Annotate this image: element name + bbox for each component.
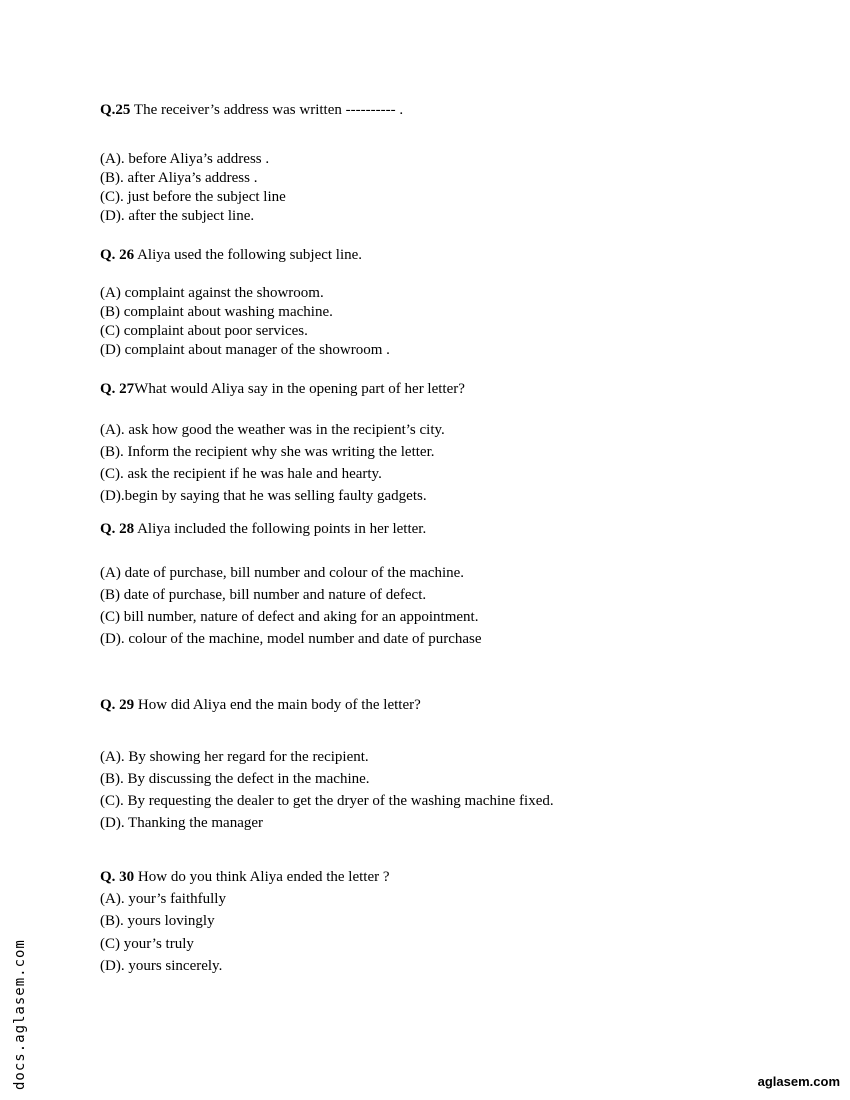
question-26 xyxy=(100,246,362,264)
side-watermark: docs.aglasem.com xyxy=(12,939,28,1090)
option-25-c: (C). just before the subject line xyxy=(100,189,286,205)
option-27-a: (A). ask how good the weather was in the recipient’s city. xyxy=(100,422,445,438)
option-28-a: (A) date of purchase, bill number and colour of the machine. xyxy=(100,565,465,581)
question-27 xyxy=(100,380,465,398)
option-26-d: (D) complaint about manager of the showroom . xyxy=(100,342,390,358)
option-29-c: (C). By requesting the dealer to get the dryer of the washing machine fixed. xyxy=(100,793,554,809)
option-27-b: (B). Inform the recipient why she was writing the letter. xyxy=(100,444,435,460)
question-text: What would Aliya say in the opening part of her letter? xyxy=(134,381,465,397)
option-30-d: (D). yours sincerely. xyxy=(100,958,223,974)
question-text: How did Aliya end the main body of the letter? xyxy=(134,697,421,713)
option-25-d: (D). after the subject line. xyxy=(100,208,255,224)
question-29 xyxy=(100,696,421,714)
option-30-b: (B). yours lovingly xyxy=(100,913,215,929)
option-30-c: (C) your’s truly xyxy=(100,936,194,952)
question-text: Aliya included the following points in her letter. xyxy=(134,521,427,537)
question-number: Q. 27 xyxy=(100,381,135,397)
option-26-b: (B) complaint about washing machine. xyxy=(100,304,333,320)
question-number: Q. 29 xyxy=(100,697,135,713)
option-28-c: (C) bill number, nature of defect and aking for an appointment. xyxy=(100,609,479,625)
question-30 xyxy=(100,868,390,886)
footer-brand: aglasem.com xyxy=(757,1074,840,1089)
option-27-d: (D).begin by saying that he was selling faulty gadgets. xyxy=(100,488,427,504)
question-number: Q. 26 xyxy=(100,247,135,263)
question-28 xyxy=(100,520,426,538)
question-text: The receiver’s address was written ---------- . xyxy=(130,102,404,118)
option-30-a: (A). your’s faithfully xyxy=(100,891,226,907)
question-text: How do you think Aliya ended the letter ? xyxy=(134,869,390,885)
option-26-c: (C) complaint about poor services. xyxy=(100,323,308,339)
question-25 xyxy=(100,101,403,119)
question-text: Aliya used the following subject line. xyxy=(134,247,363,263)
option-28-b: (B) date of purchase, bill number and nature of defect. xyxy=(100,587,427,603)
option-25-b: (B). after Aliya’s address . xyxy=(100,170,258,186)
question-number: Q. 30 xyxy=(100,869,135,885)
option-27-c: (C). ask the recipient if he was hale and hearty. xyxy=(100,466,382,482)
option-25-a: (A). before Aliya’s address . xyxy=(100,151,270,167)
question-number: Q. 28 xyxy=(100,521,135,537)
option-29-d: (D). Thanking the manager xyxy=(100,815,264,831)
question-number: Q.25 xyxy=(100,102,131,118)
option-29-b: (B). By discussing the defect in the machine. xyxy=(100,771,370,787)
option-26-a: (A) complaint against the showroom. xyxy=(100,285,324,301)
option-29-a: (A). By showing her regard for the recipient. xyxy=(100,749,369,765)
option-28-d: (D). colour of the machine, model number and date of purchase xyxy=(100,631,482,647)
